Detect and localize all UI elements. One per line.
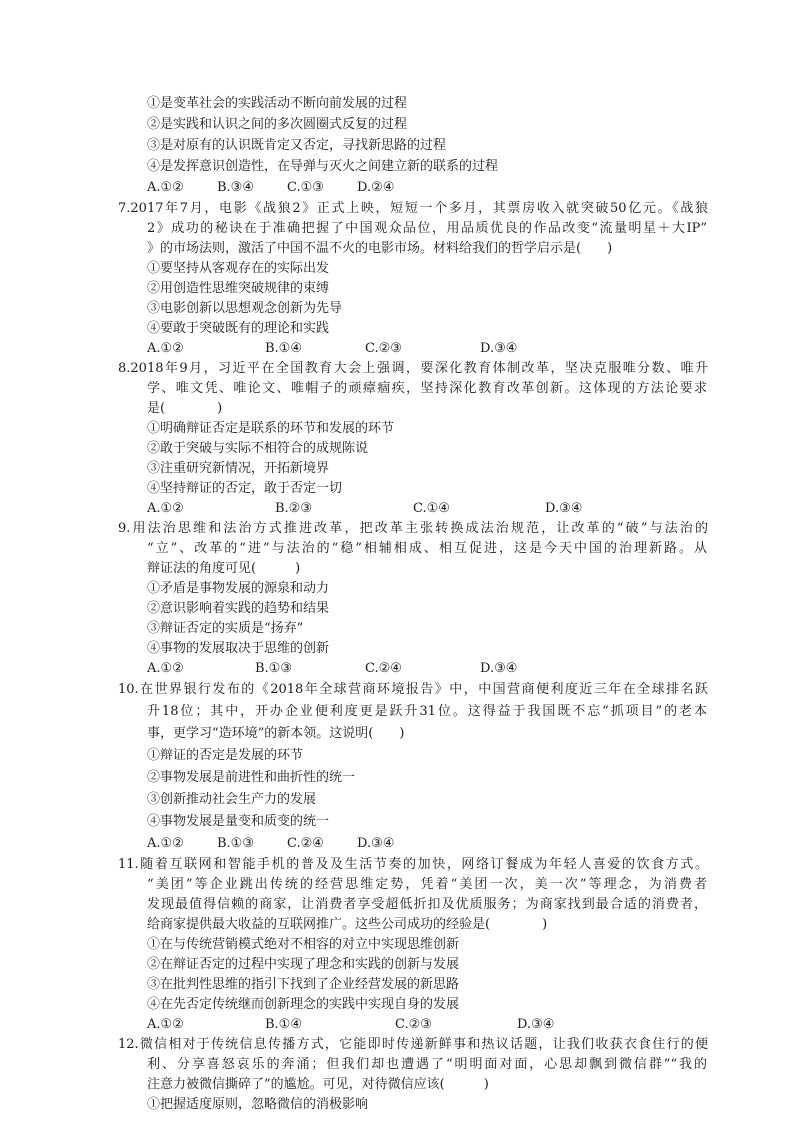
q8-item-2: ②敢于突破与实际不相符合的成规陈说: [147, 441, 369, 456]
q11-item-4: ④在先否定传统继而创新理念的实践中实现自身的发展: [147, 997, 460, 1012]
q9-item-4: ④事物的发展取决于思维的创新: [147, 641, 330, 656]
q10-option-b: B.①③: [217, 836, 254, 851]
q6-item-2: ②是实践和认识之间的多次圆圈式反复的过程: [147, 117, 408, 132]
q10-stem-line-2: 升18位；其中，开办企业便利度更是跃升31位。这得益于我国既不忘“抓项目”的老本: [147, 704, 707, 719]
q9-option-c: C.②④: [365, 661, 402, 676]
q7-item-4: ④要敢于突破既有的理论和实践: [147, 321, 330, 336]
q7-option-b: B.①④: [265, 341, 302, 356]
q11-item-3: ③在批判性思维的指引下找到了企业经营发展的新思路: [147, 977, 460, 992]
q11-option-c: C.②③: [395, 1017, 432, 1032]
q9-item-2: ②意识影响着实践的趋势和结果: [147, 601, 330, 616]
q10-stem-line-3: 事，更学习“造环境”的新本领。这说明( ): [147, 726, 405, 741]
q10-option-a: A.①②: [147, 836, 184, 851]
q7-stem-line-3: 》的市场法则，激活了中国不温不火的电影市场。材料给我们的哲学启示是( ): [147, 241, 613, 256]
q7-option-c: C.②③: [365, 341, 402, 356]
q12-stem-line-3: 注意力被微信撕碎了”的尴尬。可见，对待微信应该( ): [147, 1077, 489, 1092]
q9-option-b: B.①③: [255, 661, 292, 676]
q8-stem-line-1: 8.2018年9月，习近平在全国教育大会上强调，要深化教育体制改革，坚决克服唯分数、唯升: [118, 361, 708, 376]
q8-option-a: A.①②: [147, 501, 184, 516]
q9-item-1: ①矛盾是事物发展的源泉和动力: [147, 581, 330, 596]
q10-stem-line-1: 10.在世界银行发布的《2018年全球营商环境报告》中，中国营商便利度近三年在全球排名跃: [118, 682, 708, 697]
q11-option-b: B.①④: [265, 1017, 302, 1032]
q10-item-3: ③创新推动社会生产力的发展: [147, 792, 317, 807]
q6-option-c: C.①③: [287, 180, 324, 195]
q8-item-1: ①明确辩证否定是联系的环节和发展的环节: [147, 421, 395, 436]
q10-item-1: ①辩证的否定是发展的环节: [147, 748, 304, 763]
q7-stem-line-1: 7.2017年7月，电影《战狼2》正式上映，短短一个多月，其票房收入就突破50亿元。《战狼: [118, 201, 708, 216]
q6-item-1: ①是变革社会的实践活动不断向前发展的过程: [147, 96, 408, 111]
q11-option-d: D.③④: [517, 1017, 555, 1032]
q10-item-2: ②事物发展是前进性和曲折性的统一: [147, 770, 356, 785]
q9-option-a: A.①②: [147, 661, 184, 676]
q9-item-3: ③辩证否定的实质是“扬弃”: [147, 621, 304, 636]
q7-option-d: D.③④: [480, 341, 518, 356]
q9-stem-line-2: “立”、改革的“进”与法治的“稳”相辅相成、相互促进，这是今天中国的治理新路。从: [147, 541, 707, 556]
q11-stem-line-2: “美团”等企业跳出传统的经营思维定势，凭着“美团一次，美一次”等理念，为消费者: [147, 877, 707, 892]
q11-stem-line-1: 11.随着互联网和智能手机的普及及生活节奏的加快，网络订餐成为年轻人喜爱的饮食方式。: [118, 857, 708, 872]
q10-option-d: D.③④: [357, 836, 395, 851]
q11-item-1: ①在与传统营销模式绝对不相容的对立中实现思维创新: [147, 937, 460, 952]
q8-item-3: ③注重研究新情况，开拓新境界: [147, 461, 330, 476]
q8-stem-line-3: 是( ): [147, 401, 223, 416]
q8-option-d: D.③④: [545, 501, 583, 516]
q6-option-d: D.②④: [357, 180, 395, 195]
q9-stem-line-3: 辩证法的角度可见( ): [147, 561, 301, 576]
q6-option-b: B.③④: [217, 180, 254, 195]
q10-item-4: ④事物发展是量变和质变的统一: [147, 814, 330, 829]
q10-option-c: C.②④: [287, 836, 324, 851]
q11-item-2: ②在辩证否定的过程中实现了理念和实践的创新与发展: [147, 957, 460, 972]
q6-item-3: ③是对原有的认识既肯定又否定，寻找新思路的过程: [147, 138, 447, 153]
q6-item-4: ④是发挥意识创造性，在导弹与灭火之间建立新的联系的过程: [147, 159, 499, 174]
q9-option-d: D.③④: [480, 661, 518, 676]
q12-stem-line-1: 12.微信相对于传统信息传播方式，它能即时传递新鲜事和热议话题，让我们收获衣食住行的便: [118, 1037, 708, 1052]
q9-stem-line-1: 9.用法治思维和法治方式推进改革，把改革主张转换成法治规范，让改革的“破”与法治的: [118, 521, 708, 536]
q6-option-a: A.①②: [147, 180, 184, 195]
q7-option-a: A.①②: [147, 341, 184, 356]
q8-option-c: C.①④: [413, 501, 450, 516]
q11-stem-line-4: 给商家提供最大收益的互联网推广。这些公司成功的经验是( ): [147, 917, 548, 932]
q12-stem-line-2: 利、分享喜怒哀乐的奔涌；但我们却也遭遇了“明明面对面，心思却飘到微信群”“我的: [147, 1057, 707, 1072]
q12-item-1: ①把握适度原则，忽略微信的消极影响: [147, 1097, 369, 1112]
q11-stem-line-3: 发现最值得信赖的商家，让消费者享受超低折扣及优质服务；为商家找到最合适的消费者，: [147, 897, 707, 912]
q11-option-a: A.①②: [147, 1017, 184, 1032]
q8-option-b: B.②③: [275, 501, 312, 516]
q7-item-3: ③电影创新以思想观念创新为先导: [147, 301, 343, 316]
q7-stem-line-2: 2》成功的秘诀在于准确把握了中国观众品位，用品质优良的作品改变“流量明星＋大IP”: [147, 221, 707, 236]
q7-item-2: ②用创造性思维突破规律的束缚: [147, 281, 330, 296]
q8-item-4: ④坚持辩证的否定，敢于否定一切: [147, 481, 343, 496]
q7-item-1: ①要坚持从客观存在的实际出发: [147, 261, 330, 276]
q8-stem-line-2: 学、唯文凭、唯论文、唯帽子的顽瘴痼疾，坚持深化教育改革创新。这体现的方法论要求: [147, 381, 707, 396]
